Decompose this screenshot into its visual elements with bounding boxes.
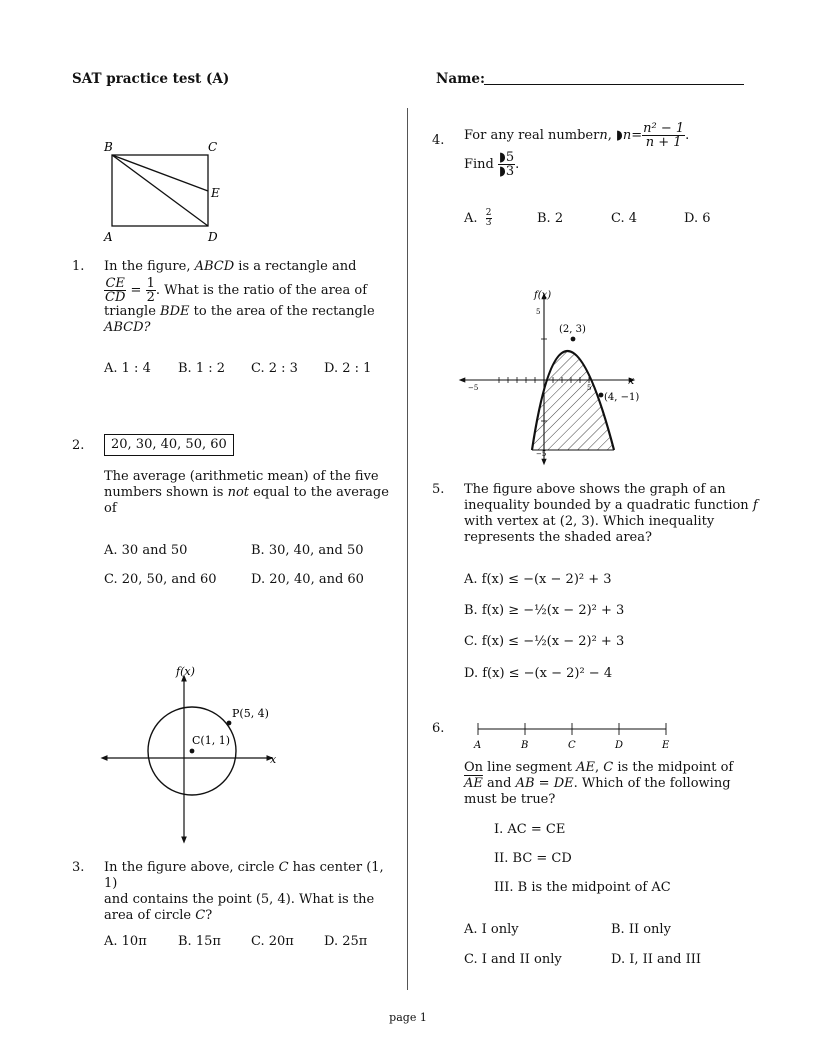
q1-number: 1. <box>72 259 85 274</box>
q3-text: In the figure above, circle C has center (1, 1) and contains the point (5, 4). What is the area of circle C? <box>104 860 384 923</box>
q1-label-e: E <box>211 186 220 200</box>
q5-ylabel: f(x) <box>534 290 552 301</box>
q3-xlabel: x <box>270 753 277 766</box>
q5-tick-ym5: −5 <box>536 450 547 458</box>
q2-boxed-list: 20, 30, 40, 50, 60 <box>104 434 234 456</box>
q3-center-point <box>190 749 195 754</box>
q3-point-p <box>227 721 232 726</box>
q1-choice-a[interactable]: A. 1 : 4 <box>104 361 151 376</box>
q1-choice-c[interactable]: C. 2 : 3 <box>251 361 298 376</box>
q4-choice-d[interactable]: D. 6 <box>684 211 711 226</box>
q5-vertex-point <box>571 337 576 342</box>
test-title: SAT practice test (A) <box>72 71 230 87</box>
q5-choice-a[interactable]: A. f(x) ≤ −(x − 2)² + 3 <box>464 572 612 587</box>
q5-tick-xm5: −5 <box>468 384 479 392</box>
q6-choice-c[interactable]: C. I and II only <box>464 952 562 967</box>
q2-choice-c[interactable]: C. 20, 50, and 60 <box>104 572 217 587</box>
q6-number: 6. <box>432 721 445 736</box>
q6-label-a: A <box>474 740 482 751</box>
q2-number: 2. <box>72 438 85 453</box>
q3-number: 3. <box>72 860 85 875</box>
q1-choice-b[interactable]: B. 1 : 2 <box>178 361 226 376</box>
q4-choice-a[interactable]: A. $\frac{2}{3}$ <box>464 208 492 228</box>
q4-number: 4. <box>432 133 445 148</box>
q3-choice-d[interactable]: D. 25π <box>324 934 368 949</box>
name-field-line[interactable] <box>484 84 744 85</box>
q2-choice-a[interactable]: A. 30 and 50 <box>104 543 188 558</box>
q3-choice-b[interactable]: B. 15π <box>178 934 221 949</box>
page-number: page 1 <box>389 1011 427 1024</box>
q3-center-label: C(1, 1) <box>192 734 230 747</box>
q5-point-4-neg1 <box>599 393 604 398</box>
q6-label-d: D <box>615 740 624 751</box>
q2-choice-d[interactable]: D. 20, 40, and 60 <box>251 572 364 587</box>
q1-label-c: C <box>208 140 218 154</box>
q3-circle-figure <box>98 660 288 845</box>
q1-label-d: D <box>208 230 218 244</box>
q5-choice-b[interactable]: B. f(x) ≥ −½(x − 2)² + 3 <box>464 603 625 618</box>
q2-choice-b[interactable]: B. 30, 40, and 50 <box>251 543 364 558</box>
q5-choice-c[interactable]: C. f(x) ≤ −½(x − 2)² + 3 <box>464 634 625 649</box>
q3-choice-a[interactable]: A. 10π <box>104 934 147 949</box>
q6-statement-3: III. B is the midpoint of AC <box>494 880 671 895</box>
q3-ylabel: f(x) <box>176 665 195 678</box>
q4-choice-b[interactable]: B. 2 <box>537 211 564 226</box>
q3-point-p-label: P(5, 4) <box>232 707 269 720</box>
q6-choice-b[interactable]: B. II only <box>611 922 671 937</box>
q6-statement-1: I. AC = CE <box>494 822 566 837</box>
q1-label-a: A <box>104 230 113 244</box>
q4-text: For any real number n , ◗ n = $\frac{\text{n² − 1}}{n + 1}$ . Find $\frac{◗5}{◗3}$ . <box>464 121 690 179</box>
q6-statement-2: II. BC = CD <box>494 851 572 866</box>
q2-text: The average (arithmetic mean) of the five numbers shown is not equal to the average of <box>104 469 389 516</box>
name-label: Name: <box>436 71 485 87</box>
q1-rectangle-figure <box>98 138 228 248</box>
q6-label-e: E <box>662 740 670 751</box>
q1-label-b: B <box>104 140 113 154</box>
q1-text: In the figure, ABCD is a rectangle and $\frac{CE}{CD}$ = $\frac{1}{2}$ . What is the ratio of the area of triangle BDE to the area of the rectangle ABCD? <box>104 259 375 335</box>
q5-text: The figure above shows the graph of an inequality bounded by a quadratic function f with vertex at (2, 3). Which inequality represents the shaded area? <box>464 482 758 545</box>
q5-choice-d[interactable]: D. f(x) ≤ −(x − 2)² − 4 <box>464 666 613 681</box>
q6-choice-d[interactable]: D. I, II and III <box>611 952 702 967</box>
q5-tick-x5: 5 <box>587 384 592 392</box>
q6-label-b: B <box>521 740 529 751</box>
q6-text: On line segment AE, C is the midpoint of $\overline{AE}$ and AB = DE. Which of the following must be true? <box>464 760 734 807</box>
q5-xlabel: x <box>628 374 635 387</box>
q6-choice-a[interactable]: A. I only <box>464 922 519 937</box>
q5-parabola-figure <box>456 284 646 466</box>
q5-point-label: (4, −1) <box>604 392 640 403</box>
q6-number-line <box>468 720 678 756</box>
q3-choice-c[interactable]: C. 20π <box>251 934 294 949</box>
q4-choice-c[interactable]: C. 4 <box>611 211 638 226</box>
q5-number: 5. <box>432 482 445 497</box>
q5-vertex-label: (2, 3) <box>559 324 586 335</box>
q6-label-c: C <box>568 740 576 751</box>
column-divider <box>407 108 408 990</box>
q1-choice-d[interactable]: D. 2 : 1 <box>324 361 372 376</box>
q5-tick-y5: 5 <box>536 308 541 316</box>
